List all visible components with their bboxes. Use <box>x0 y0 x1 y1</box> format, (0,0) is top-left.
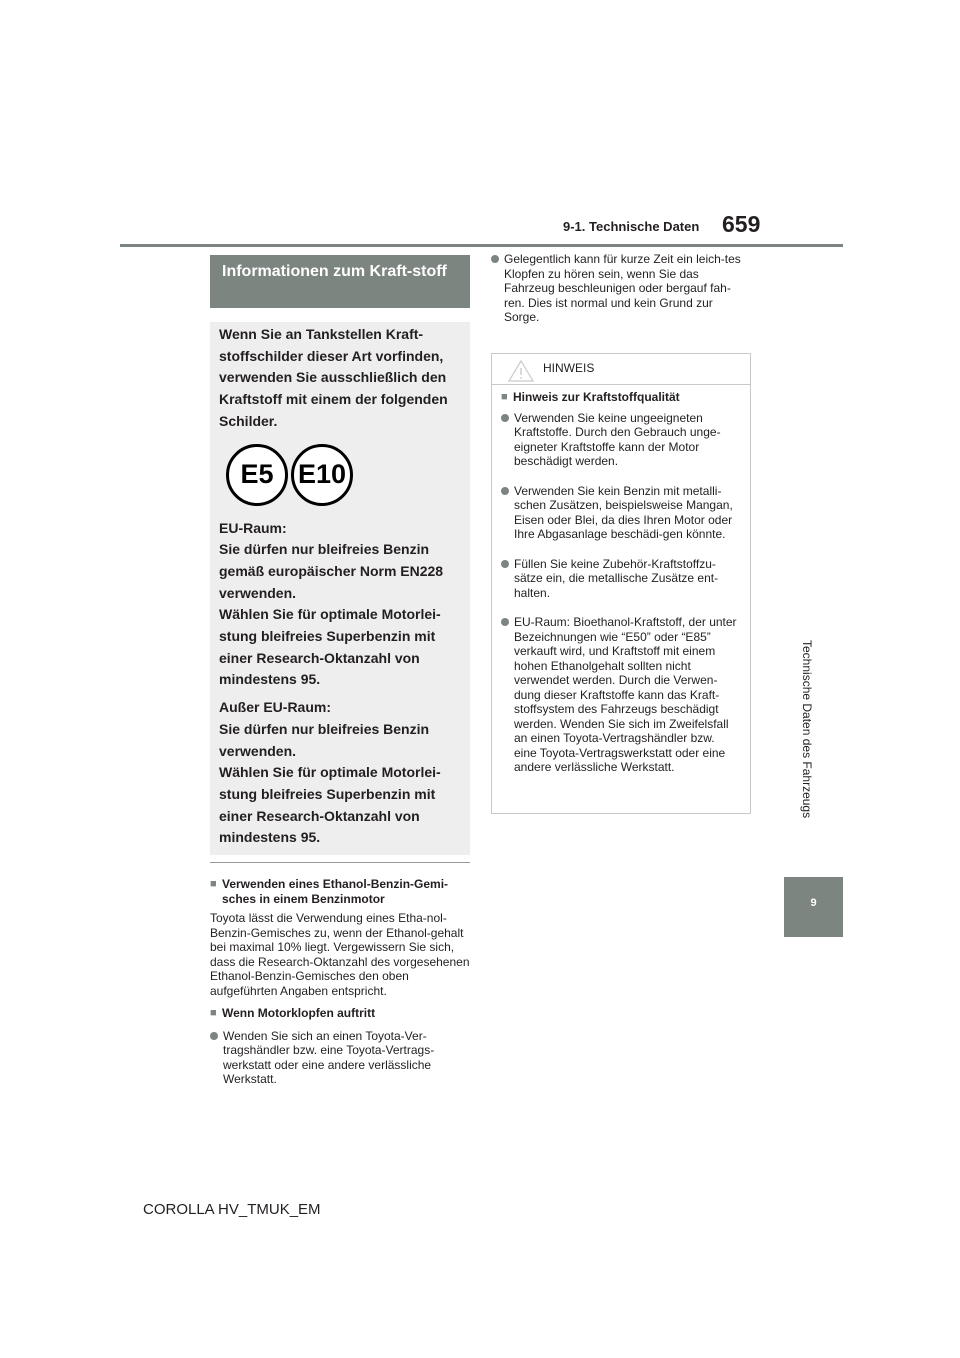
list-item <box>501 615 738 775</box>
notice-box <box>491 353 751 814</box>
notice-bullet-text: Verwenden Sie kein Benzin mit metalli-schen Zusätzen, beispielsweise Mangan, Eisen oder Blei, da dies Ihren Motor oder Ihre Abgasanlage beschädi-gen könnte. <box>514 483 733 541</box>
fuel-info-box <box>210 322 470 855</box>
bullet-dot-icon <box>501 618 509 626</box>
knock-subheading <box>210 1006 470 1021</box>
knock-heading-text: Wenn Motorklopfen auftritt <box>222 1006 376 1020</box>
list-item <box>210 1029 470 1087</box>
chapter-number: 9 <box>810 897 817 909</box>
square-bullet-icon: ■ <box>210 1007 217 1019</box>
info-section-header: Informationen zum Kraft-stoff <box>210 255 470 308</box>
non-eu-heading: Außer EU-Raum: <box>219 699 332 716</box>
bullet-dot-icon <box>501 487 509 495</box>
divider <box>210 862 470 863</box>
notice-title: HINWEIS <box>543 361 595 375</box>
knock-note-text: Gelegentlich kann für kurze Zeit ein leich-tes Klopfen zu hören sein, wenn Sie das Fahrzeug beschleunigen oder bergauf fah-ren. Dies ist normal und kein Grund zur Sorge. <box>504 252 741 324</box>
page-number: 659 <box>722 211 761 237</box>
notice-bullet-text: Füllen Sie keine Zubehör-Kraftstoffzu-sätze ein, die metallische Zusätze ent-halten. <box>514 556 719 600</box>
eu-recommendation: Wählen Sie für optimale Motorlei-stung bleifreies Superbenzin mit einer Research-Oktanzahl von mindestens 95. <box>219 606 441 688</box>
non-eu-recommendation: Wählen Sie für optimale Motorlei-stung bleifreies Superbenzin mit einer Research-Oktanzahl von mindestens 95. <box>219 764 441 846</box>
ethanol-heading-text: Verwenden eines Ethanol-Benzin-Gemi-sches in einem Benzinmotor <box>222 877 449 906</box>
chapter-title: Technische Daten des Fahrzeugs <box>800 640 814 819</box>
bullet-dot-icon <box>491 255 499 263</box>
footer-model-code: COROLLA HV_TMUK_EM <box>143 1201 321 1218</box>
knock-bullet-text: Wenden Sie sich an einen Toyota-Ver-tragshändler bzw. eine Toyota-Vertrags-werkstatt oder eine andere verlässliche Werkstatt. <box>223 1028 435 1086</box>
non-eu-text: Sie dürfen nur bleifreies Benzin verwenden. <box>219 720 430 759</box>
eu-text: Sie dürfen nur bleifreies Benzin gemäß europäischer Norm EN228 verwenden. <box>219 541 444 601</box>
notice-heading-text: Hinweis zur Kraftstoffqualität <box>513 390 680 404</box>
list-item <box>501 411 738 469</box>
notice-bullet-text: EU-Raum: Bioethanol-Kraftstoff, der unter Bezeichnungen wie “E50” oder “E85” verkauft wird, und Kraftstoff mit einem hohen Ethanolgehalt sollten nicht verwendet werden. Durch die Verwen-dung dieser Kraftstoffe kann das Kraft-stoffsystem des Fahrzeugs beschädigt werden. Wenden Sie sich im Zweifelsfall an einen Toyota-Vertragshändler bzw. eine Toyota-Vertragswerkstatt oder eine andere verlässliche Werkstatt. <box>514 615 737 774</box>
bullet-dot-icon <box>210 1032 218 1040</box>
fuel-intro-text: Wenn Sie an Tankstellen Kraft-stoffschilder dieser Art vorfinden, verwenden Sie ausschließlich den Kraftstoff mit einem der folgenden Schilder. <box>219 326 448 429</box>
section-title: 9-1. Technische Daten <box>563 219 700 234</box>
right-column <box>491 252 751 325</box>
notice-body <box>492 385 750 775</box>
list-item <box>501 484 738 542</box>
square-bullet-icon: ■ <box>210 878 217 890</box>
square-bullet-icon: ■ <box>501 391 508 403</box>
notice-bullet-text: Verwenden Sie keine ungeeigneten Kraftstoffe. Durch den Gebrauch unge-eigneter Kraftstoffe kann der Motor beschädigt werden. <box>514 410 721 468</box>
left-column <box>210 862 470 1087</box>
list-item <box>501 557 738 601</box>
notice-subheading <box>501 390 738 405</box>
ethanol-subheading <box>210 877 470 906</box>
header-rule <box>120 244 843 247</box>
eu-heading: EU-Raum: <box>219 519 287 536</box>
fuel-label-badges <box>226 444 460 506</box>
notice-header <box>492 354 750 385</box>
e10-badge-icon: E10 <box>291 444 353 506</box>
list-item <box>491 252 751 325</box>
bullet-dot-icon <box>501 560 509 568</box>
warning-triangle-icon <box>508 360 534 382</box>
ethanol-text: Toyota lässt die Verwendung eines Etha-nol-Benzin-Gemisches zu, wenn der Ethanol-gehalt bei maximal 10% liegt. Vergewissern Sie sich, dass die Research-Oktanzahl des vorgesehenen Ethanol-Benzin-Gemisches den oben aufgeführten Angaben entspricht. <box>210 911 470 998</box>
bullet-dot-icon <box>501 414 509 422</box>
e5-badge-icon: E5 <box>226 444 288 506</box>
